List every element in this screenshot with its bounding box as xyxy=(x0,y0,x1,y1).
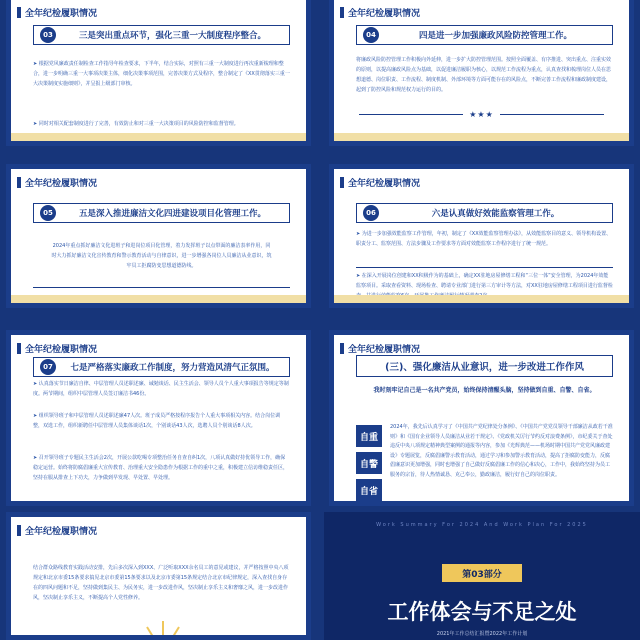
body-paragraph: 2024年，我先后认真学习了《中国共产党纪律处分条例》、《中国共产党党员领导干部廉洁从政若干准则》和《国有企业领导人员廉洁从业若干规定》、《党政机关厉行节约反对浪费条例》，市纪委关于查处违反中央八项规定精神典型案例的通报等内容，参加《光辉典范——机场时期中国共产党党风廉政建设》专题展览，反腐倡廉警示教育活动，通过学习和参加警示教育活动，提高了拒腐防变能力，反腐倡廉意识更加增强，同时也增强了自己做好反腐倡廉工作的信心和决心，工作中，我始终坚持为员工服务的宗旨，待人热情诚恳、克己奉公，勤政廉洁，履行好自己的岗位职责。 xyxy=(390,424,613,478)
slide-header xyxy=(340,5,420,19)
slide-04-thumbnail[interactable] xyxy=(329,0,634,146)
bullet-icon: ➤ xyxy=(33,121,39,127)
section-number: 03 xyxy=(40,27,56,43)
slide-header xyxy=(17,523,97,537)
slide-header-title: 全年纪检履职情况 xyxy=(25,8,98,19)
section-caption: 七是严格落实廉政工作制度，努力营造风清气正氛围。 xyxy=(70,363,275,373)
sunburst-icon xyxy=(133,605,193,640)
body-paragraph: ➤ 根据党风廉政责任制检查工作指导年检查要求，下半年，结合实际，对照有三重一大制度进行再次重新梳理和整合，进一步明确三重一大事项决策主体，细化决策事项范围，完善决策方式及程序，整合制定了《XX贯彻落实三重一大决策制度实施细则》，并呈报上级部门审核。 xyxy=(33,61,290,87)
cover-title: 工作体会与不足之处 xyxy=(387,600,577,624)
body-paragraph: ➤ 召开领导班子专题民主生活会2次，开展公款吃喝专项整治任务自查自纠1次，八项认真做好持优领导工作，确保稳定运营。始终将防腐倡廉重大宣传教育、治理重大安全隐患作为根据工作的重中之重，积极建立信访维稳责任区，坚持在服从排查上下功夫，力争做到早发现、早处置、早处理。 xyxy=(33,455,289,481)
body-paragraph: ➤ 同时对相关配套制度进行了完善，有效防止和对三重一大决策项目的风险防控和监督管理。 xyxy=(33,121,239,127)
motto-line: 我时刻牢记自己是一名共产党员，始终保持清醒头脑，坚持做到自重、自警、自省。 xyxy=(373,387,596,394)
slide-header xyxy=(17,341,97,355)
slide-header-title: 全年纪检履职情况 xyxy=(348,178,421,189)
bottom-strip xyxy=(11,133,306,141)
section-cover-slide[interactable] xyxy=(324,512,640,640)
cover-subtitle: 2021年工作总结汇报暨2022年工作计划 xyxy=(436,631,528,637)
star-divider xyxy=(334,110,629,119)
self-respect-tag: 自重 xyxy=(356,425,382,447)
slide-header-title: 全年纪检履职情况 xyxy=(25,344,98,355)
slide-integrity-thumbnail[interactable] xyxy=(329,330,634,506)
bullet-icon: ➤ xyxy=(356,273,362,279)
body-paragraph: ➤ 认真落实节日廉洁自律、中层管理人员述职述廉、诫勉谈话、民主生活会、领导人员个人重大事项报告等规定等制度。两节期间，组织中层管理人员签订廉洁书46份。 xyxy=(33,381,289,397)
header-bar-icon xyxy=(17,7,21,18)
slide-06-thumbnail[interactable] xyxy=(329,164,634,308)
body-paragraph: 将廉政风险防控管理工作积极向外延伸，进一步扩大防控管理范围。按照全面覆盖、有序推进、突出重点、注重实效的原则，以提高廉政风险点为基础，以促进廉洁履职为核心，以规范工作流程为重点，认真查找和梳理岗位人员在思想道德、岗位职责、工作流程、制度机制、外部环境等方面可能存在的风险点，不断完善工作流程和廉政制度建设，起到了防控风险和规范权力运行的目的。 xyxy=(356,57,612,93)
header-bar-icon xyxy=(340,7,344,18)
slide-05-thumbnail[interactable] xyxy=(6,164,311,308)
header-bar-icon xyxy=(17,177,21,188)
slide-header-title: 全年纪检履职情况 xyxy=(25,526,98,537)
slide-header xyxy=(17,5,97,19)
slide-07-thumbnail[interactable] xyxy=(6,330,311,506)
bullet-icon: ➤ xyxy=(33,381,39,387)
body-paragraph: ➤ 组织领导班子和中层管理人员述职述廉47人次。班子成员严格按程序报告个人重大事项相关内容。结合岗位调整，双选工作，组织新聘任中层管理人员集体谈话1次，个别谈话43人次，选聘人员个别谈话8人次。 xyxy=(33,413,281,429)
bullet-icon: ➤ xyxy=(33,455,39,461)
section-caption: 六是认真做好效能监察管理工作。 xyxy=(431,209,560,219)
body-paragraph: 结合群众路线教育实践活动安排，先后多次深入到XXX、广泛听取XXX余名员工的意见或建议，并严格按照中央八项规定和北京市委15条要求搞见北京市委第15条要求以及北京市委第15条规定结合北京市纪律规定，深入查找自身存在的四风问题和不足，坚持做到集民主、为民务实，进一步改进作风，坚决制止享乐主义和奢靡之风，进一步改进作风，坚决制止享乐主义，不断提高个人党性修养。 xyxy=(33,565,289,601)
section-caption: 四是进一步加强廉政风险防控管理工作。 xyxy=(418,31,572,41)
section-banner: (三)、强化廉洁从业意识，进一步改进工作作风 xyxy=(356,355,613,377)
section-caption-box xyxy=(33,357,290,377)
slide-header-title: 全年纪检履职情况 xyxy=(25,178,98,189)
section-number: 07 xyxy=(40,359,56,375)
section-number: 06 xyxy=(363,205,379,221)
bullet-icon: ➤ xyxy=(356,231,362,237)
header-bar-icon xyxy=(340,177,344,188)
section-number: 04 xyxy=(363,27,379,43)
cover-ticker-text: Work Summary For 2024 And Work Plan For 2025 xyxy=(376,522,588,528)
section-caption: 五是深入推进廉洁文化四进建设项目化管理工作。 xyxy=(78,209,266,219)
slide-03-thumbnail[interactable] xyxy=(6,0,311,146)
divider-line xyxy=(33,287,290,288)
section-caption-box xyxy=(33,25,290,45)
slide-header xyxy=(340,341,420,355)
bullet-icon: ➤ xyxy=(33,61,39,67)
section-caption-box xyxy=(356,25,613,45)
slide-header xyxy=(17,175,97,189)
self-alert-tag: 自警 xyxy=(356,452,382,474)
slide-header xyxy=(340,175,420,189)
slide-header-title: 全年纪检履职情况 xyxy=(348,8,421,19)
slide-header-title: 全年纪检履职情况 xyxy=(348,344,421,355)
bullet-icon: ➤ xyxy=(33,413,39,419)
part-badge: 第03部分 xyxy=(442,564,522,582)
header-bar-icon xyxy=(17,343,21,354)
body-paragraph: ➤ 在深入开展岗位创建和XX积极作为的基础上，确定XX驻地房屋修缮工程和“三位一体”安全管理，为2024年效能监察项目。采取查看资料、现场检查、聘请专业部门进行第三方审计等方法，对XX驻地房屋修缮工程项目进行监督检 xyxy=(356,273,613,289)
slide-08-thumbnail[interactable] xyxy=(6,512,311,640)
header-bar-icon xyxy=(17,525,21,536)
bottom-strip xyxy=(11,295,306,303)
bottom-strip xyxy=(334,133,629,141)
section-caption-box xyxy=(356,203,613,223)
section-caption-box xyxy=(33,203,290,223)
body-paragraph: ➤ 为进一步加强效能监察工作管理，年初，制定了《XX效能监察管理办法》，从效能监察目的意义、领导机构设置、职责分工、监察范围、方法步骤及工作要求等方面对效能监察工作程序进行了统一规范。 xyxy=(356,231,612,247)
self-reflect-tag: 自省 xyxy=(356,479,382,501)
star-icon: ★★★ xyxy=(469,110,494,119)
divider-line xyxy=(356,267,613,268)
bottom-strip xyxy=(334,295,629,303)
body-paragraph: 2024年重点抓好廉洁文化进班子和进岗位项目化管理，着力发挥班子以点带面的廉洁表率作用，同时大力抓好廉洁文化宣传教育和警示教育活动与自律意识，进一步增强各岗位人员廉洁从业意识，筑牢员工拒腐防变思想道德防线。 xyxy=(51,243,272,269)
section-number: 05 xyxy=(40,205,56,221)
section-caption: 三是突出重点环节，强化三重一大制度程序整合。 xyxy=(78,31,266,41)
header-bar-icon xyxy=(340,343,344,354)
